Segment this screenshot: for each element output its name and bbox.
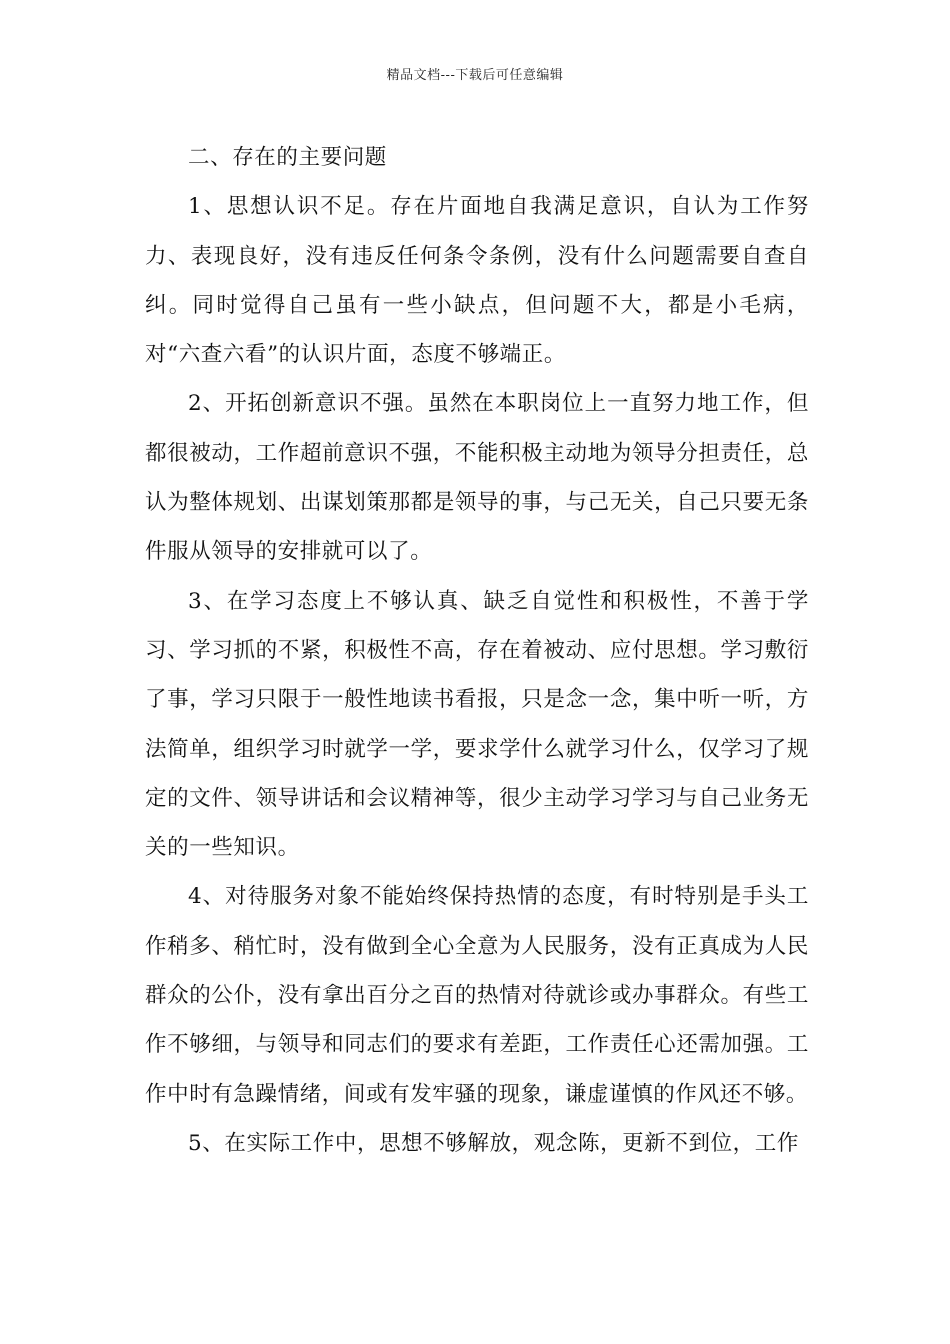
page-header: 精品文档---下载后可任意编辑 [386, 68, 564, 83]
paragraph-1: 1、思想认识不足。存在片面地自我满足意识，自认为工作努力、表现良好，没有违反任何条令条例，没有什么问题需要自查自纠。同时觉得自己虽有一些小缺点，但问题不大，都是小毛病，对“六查六看”的认识片面，态度不够端正。 [145, 194, 809, 368]
paragraph-5: 5、在实际工作中，思想不够解放，观念陈，更新不到位，工作 [188, 1130, 799, 1156]
paragraph-2: 2、开拓创新意识不强。虽然在本职岗位上一直努力地工作，但都很被动，工作超前意识不强，不能积极主动地为领导分担责任，总认为整体规划、出谋划策那都是领导的事，与己无关，自己只要无条件服从领导的安排就可以了。 [145, 391, 809, 565]
document-body [145, 133, 809, 1168]
section-title: 二、存在的主要问题 [188, 145, 387, 170]
paragraph-4: 4、对待服务对象不能始终保持热情的态度，有时特别是手头工作稍多、稍忙时，没有做到全心全意为人民服务，没有正真成为人民群众的公仆，没有拿出百分之百的热情对待就诊或办事群众。有些工作不够细，与领导和同志们的要求有差距，工作责任心还需加强。工作中时有急躁情绪，间或有发牢骚的现象，谦虚谨慎的作风还不够。 [145, 884, 809, 1107]
paragraph-3: 3、在学习态度上不够认真、缺乏自觉性和积极性，不善于学习、学习抓的不紧，积极性不高，存在着被动、应付思想。学习敷衍了事，学习只限于一般性地读书看报，只是念一念，集中听一听，方法简单，组织学习时就学一学，要求学什么就学习什么，仅学习了规定的文件、领导讲话和会议精神等，很少主动学习学习与自己业务无关的一些知识。 [145, 588, 809, 861]
